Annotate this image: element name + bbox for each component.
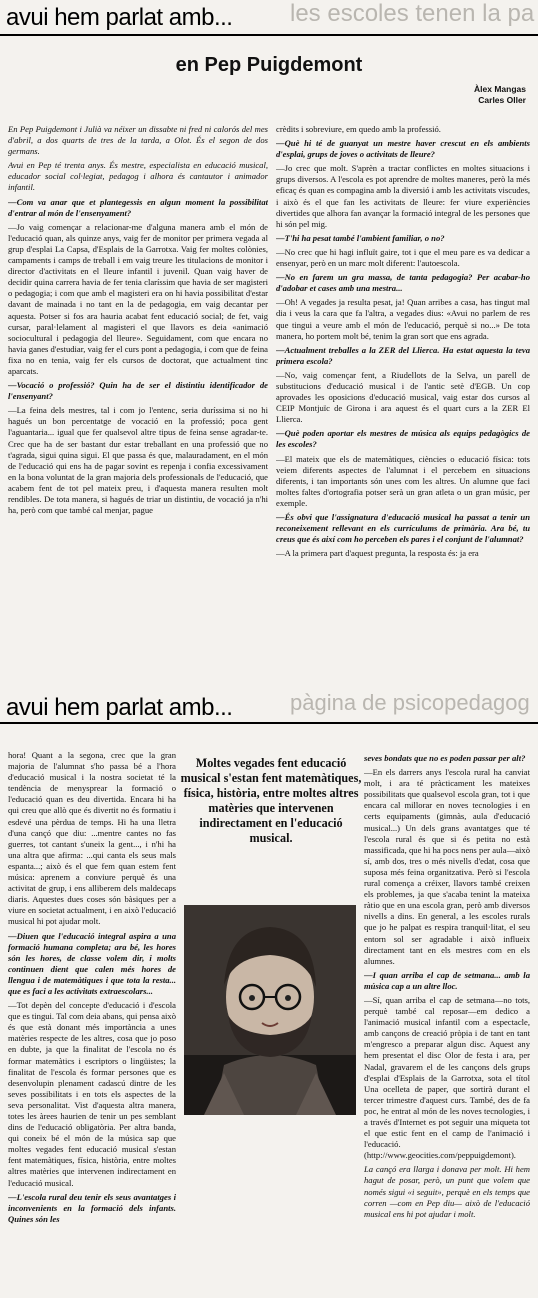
section-header: avui hem parlat amb... — [6, 4, 233, 31]
section-header: avui hem parlat amb... — [6, 694, 233, 721]
portrait-illustration — [184, 905, 356, 1115]
interview-question: —Què poden aportar els mestres de música als equips pedagògics de les escoles? — [276, 428, 530, 450]
interview-question: —És obvi que l'assignatura d'educació musical ha passat a tenir un reconeixement rellevant en els currículums de primària. Ara bé, tu creus que és així com ho perceben els pares i el conjunt de l'alumnat? — [276, 512, 530, 545]
author-name: Àlex Mangas — [474, 84, 526, 94]
interview-question: —T'hi ha pesat també l'ambient familiar, o no? — [276, 232, 445, 243]
interview-question: —Diuen que l'educació integral aspira a una formació humana completa; ara bé, les hores són les hores, de classe volem dir, i molts continuen dient que calen més hores de llengua i de matemàtiques i que tota la resta... que es faci a les activitats extraescolars... — [8, 930, 176, 996]
interview-answer: —Jo vaig començar a relacionar-me d'alguna manera amb el món de l'educació quan, als quinze anys, vaig fer de monitor per primera vegada al grup d'esplai La Capsa, d'Esplais de la Garrotxa. Vaig fer moltes colònies, campaments i camps de treball i em vaig treure les titulacions de monitor i director d'activitats en el lleure infantil i juvenil. Quan vaig haver de decidir quina carrera havia de fer tenia claríssim que havia de ser magisteri o pedagogia; i com que amb el magisteri era on hi havia possibilitat d'estar davant de mainada i no tant en la de pedagogia, em vaig decantar per aquesta. Potser si fos ara hauria acabat fent educació social; de fet, vaig cursar, paral·lelament al magisteri el que llavors es deia «animació sociocultural i pedagogia del lleure». Seguidament, com que encara no havia ganes d'estudiar, vaig fer el curs pont a pedagogia, i com que de feina fixa no en tenia, vaig fer els cursos de doctorat, que actualment tinc aparcats. — [8, 221, 268, 376]
interview-answer: —La feina dels mestres, tal i com jo l'entenc, seria duríssima si no hi hagués un bon percentatge de vocació en la professió; poca gent l'aguantaria... igual que fer qualsevol altre tipus de feina sense agradar-te. Crec que ha de ser bastant dur estar treballant en una professió que no t'agrada, sigui quina sigui. El que passa és que, malauradament, en el món de l'educació qui ens ha de pagar sovint es repenja i confia excessivament en la bona voluntat de la gran majoria dels professionals de l'educació, que acabem fent de tot pel mateix preu, i d'aquesta manera resulten molt rendibles. De tota manera, si hagués de triar un distintiu, de vocació ja n'hi ha, però com que també cal menjar, pague — [8, 405, 268, 516]
interviewee-photo — [184, 905, 356, 1115]
interview-answer: crèdits i sobreviure, em quedo amb la professió. — [276, 124, 441, 134]
byline — [474, 84, 526, 106]
interview-answer: —El mateix que els de matemàtiques, ciències o educació física: tots veiem diferents aspectes de l'alumnat i el percebem en situacions diferents, i tan importants són unes com les altres. Un alumne que faci moltes faltes d'ortografia potser serà un gran atleta o un gran músic, per exemple. — [276, 453, 530, 508]
interview-answer: hora! Quant a la segona, crec que la gran majoria de l'alumnat s'ho passa bé a l'hora d'educació musical i la nostra societat té la tendència de menysprear la formació o l'educació quan es deu divertida. Encara hi ha qui creu que allò que és divertit no és formatiu i esdevé una pèrdua de temps. Hi ha una lletra d'una cançó que diu: ...mentre cantes no fas guerres, tot cantant s'uneix la gent..., i n'hi ha una altra que afirma: ...qui canta els seus mals espanta...; això és el que fem quan estem fent música: aprenem a conviure perquè és una activitat de grup, i ens alliberem dels maldecaps diaris. Aquestes dues coses són bàsiques per a viure en societat actualment, i en això l'educació musical hi pot ajudar molt. — [8, 750, 176, 927]
interview-question: —Què hi té de guanyat un mestre haver crescut en els ambients d'esplai, grups de joves o activitats de lleure? — [276, 138, 530, 160]
interview-question: —L'escola rural deu tenir els seus avantatges i inconvenients en la formació dels infants. Quines són les — [8, 1191, 176, 1224]
bleed-through-text: pàgina de psicopedagog — [290, 690, 530, 715]
intro-paragraph: En Pep Puigdemont i Julià va néixer un dissabte ni fred ni calorós del mes d'abril, a dos quarts de tres de la tarda, a Olot. És el segon de dos germans. — [8, 124, 268, 157]
pull-quote: Moltes vegades fent educació musical s'estan fent matemàtiques, física, història, entre moltes altres matèries que intervenen indirectament en l'educació musical. — [180, 756, 362, 845]
author-name: Carles Oller — [478, 95, 526, 105]
bleed-through-text: les escoles tenen la pa — [290, 0, 535, 27]
interview-question: —No en farem un gra massa, de tanta pedagogia? Per acabar-ho d'adobar et cases amb una mestra... — [276, 272, 530, 294]
article-title: en Pep Puigdemont — [175, 54, 363, 76]
interview-answer: —Sí, quan arriba el cap de setmana—no tots, perquè també cal reposar—em dedico a l'animació musical infantil com a espectacle, amb cançons de creació pròpia i de tant en tant m'engresco a preparar algun disc. Aquest any hem presentat el disc Olor de festa i ara, per Nadal, gravarem el de les cançons dels grups d'esplai d'Esplais de la Garrotxa, sota el títol Una ocelleta de paper, que sortirà durant el tercer trimestre d'aquest curs. També, des de fa poc, he entrat al món de les noves tecnologies, i a través d'Internet es pot seguir una miqueta tot el que estic fent en el camp de l'animació i l'educació. (http://www.geocities.com/peppuigdemont). — [364, 994, 530, 1161]
interview-question: —I quan arriba el cap de setmana... amb la música cap a un altre lloc. — [364, 969, 530, 991]
header-rule — [0, 722, 538, 724]
interview-answer: —Tot depèn del concepte d'educació i d'escola que es tingui. Tal com deia abans, qui pensa això és que està donant més importància a unes matèries respecte de les altres, cosa que jo poso en dubte, ja que la finalitat de l'escola no és formar matemàtics i escriptors o lingüistes; la finalitat de l'escola és formar persones que es desenvolupin plenament cadascú dintre de les seves possibilitats i en tots els aspectes de la seva personalitat. Vist d'aquesta altra manera, totes les àrees haurien de tenir un pes semblant dins de l'educació obligatòria. Per altra banda, qui coneix bé el món de la música sap que moltes vegades fent educació musical s'estan fent matemàtiques, física, història, entre moltes altres matèries que intervenen indirectament en l'educació musical. — [8, 1000, 176, 1188]
intro-paragraph: Avui en Pep té trenta anys. És mestre, especialista en educació musical, educador social col·legiat, pedagog i alhora és cantautor i animador infantil. — [8, 160, 268, 193]
interview-answer: —A la primera part d'aquest pregunta, la resposta és: ja era — [276, 548, 479, 559]
interview-question: —Vocació o professió? Quin ha de ser el distintiu identificador de l'ensenyant? — [8, 380, 268, 402]
interview-answer: —Jo crec que molt. S'aprèn a tractar conflictes en moltes situacions i grups diversos. A l'escola es pot aprendre de moltes maneres, però la més eficaç és quan es compagina amb la diversió i amb les activitats viscudes, i això és el que fan les activitats de lleure: fer viure experiències divertides que alhora fan avançar la formació integral de les persones que hi són pel mig. — [276, 163, 530, 229]
interview-question: —Com va anar que et plantegessis en algun moment la possibilitat d'entrar al món de l'ensenyament? — [8, 196, 268, 218]
interview-answer: —Oh! A vegades ja resulta pesat, ja! Quan arribes a casa, has tingut mal dia i veus la cara que fa l'altra, a vegades dius: «Avui no parlem de res que tingui a veure amb el món de l'educació, perquè si no...» De tota manera, ho portem molt bé, tenim la gran sort que ens agrada. — [276, 297, 530, 341]
article-column — [364, 750, 530, 1298]
interview-answer: —No, vaig començar fent, a Riudellots de la Selva, un parell de substitucions d'educació musical i de l'antic setè d'EGB. Un cop aprovades les oposicions d'educació musical, vaig estar dos cursos al CEIP Montjuïc de Girona i ara aquest és el quart curs a la ZER El Llierca. — [276, 369, 530, 425]
closing-note: La cançó era llarga i donava per molt. Hi hem hagut de posar, però, un punt que volem que només sigui «i seguit», perquè en els temps que corren —com en Pep diu— això de l'educació musical ens hi pot ajudar i molt. — [364, 1164, 530, 1219]
header-rule — [0, 34, 538, 36]
article-column — [276, 124, 530, 684]
interview-question: —Actualment treballes a la ZER del Llierca. Ha estat aquesta la teva primera escola? — [276, 344, 530, 366]
article-column — [8, 750, 176, 1298]
interview-question: seves bondats que no es poden passar per alt? — [364, 753, 526, 763]
interview-answer: —No crec que hi hagi influït gaire, tot i que el meu pare es va dedicar a ensenyar, però en un marc molt diferent: l'autoescola. — [276, 246, 530, 269]
article-column — [8, 124, 268, 684]
interview-answer: —En els darrers anys l'escola rural ha canviat molt, i ara té pràcticament les mateixes possibilitats que qualsevol escola gran, tot i que encara cal millorar en noves tecnologies i en certs equipaments (gimnàs, aula d'educació musical...) Un dels grans avantatges que té l'escola rural és que si és petita no està massificada, que hi ha pocs nens per aula—això sí, amb dos, tres o més nivells d'edat, cosa que suposa més feina organitzativa. Però si l'escola rural comença a créixer, llavors també creixen els problemes, ja que s'acaba tenint la mateixa ràtio que en una escola gran, però amb diversos nivells a dins. En general, a les escoles rurals que jo he palpat es respira tranquil·litat, el seu entorn sol ser agradable i això influeix directament tant en els mestres com en els alumnes. — [364, 767, 530, 966]
